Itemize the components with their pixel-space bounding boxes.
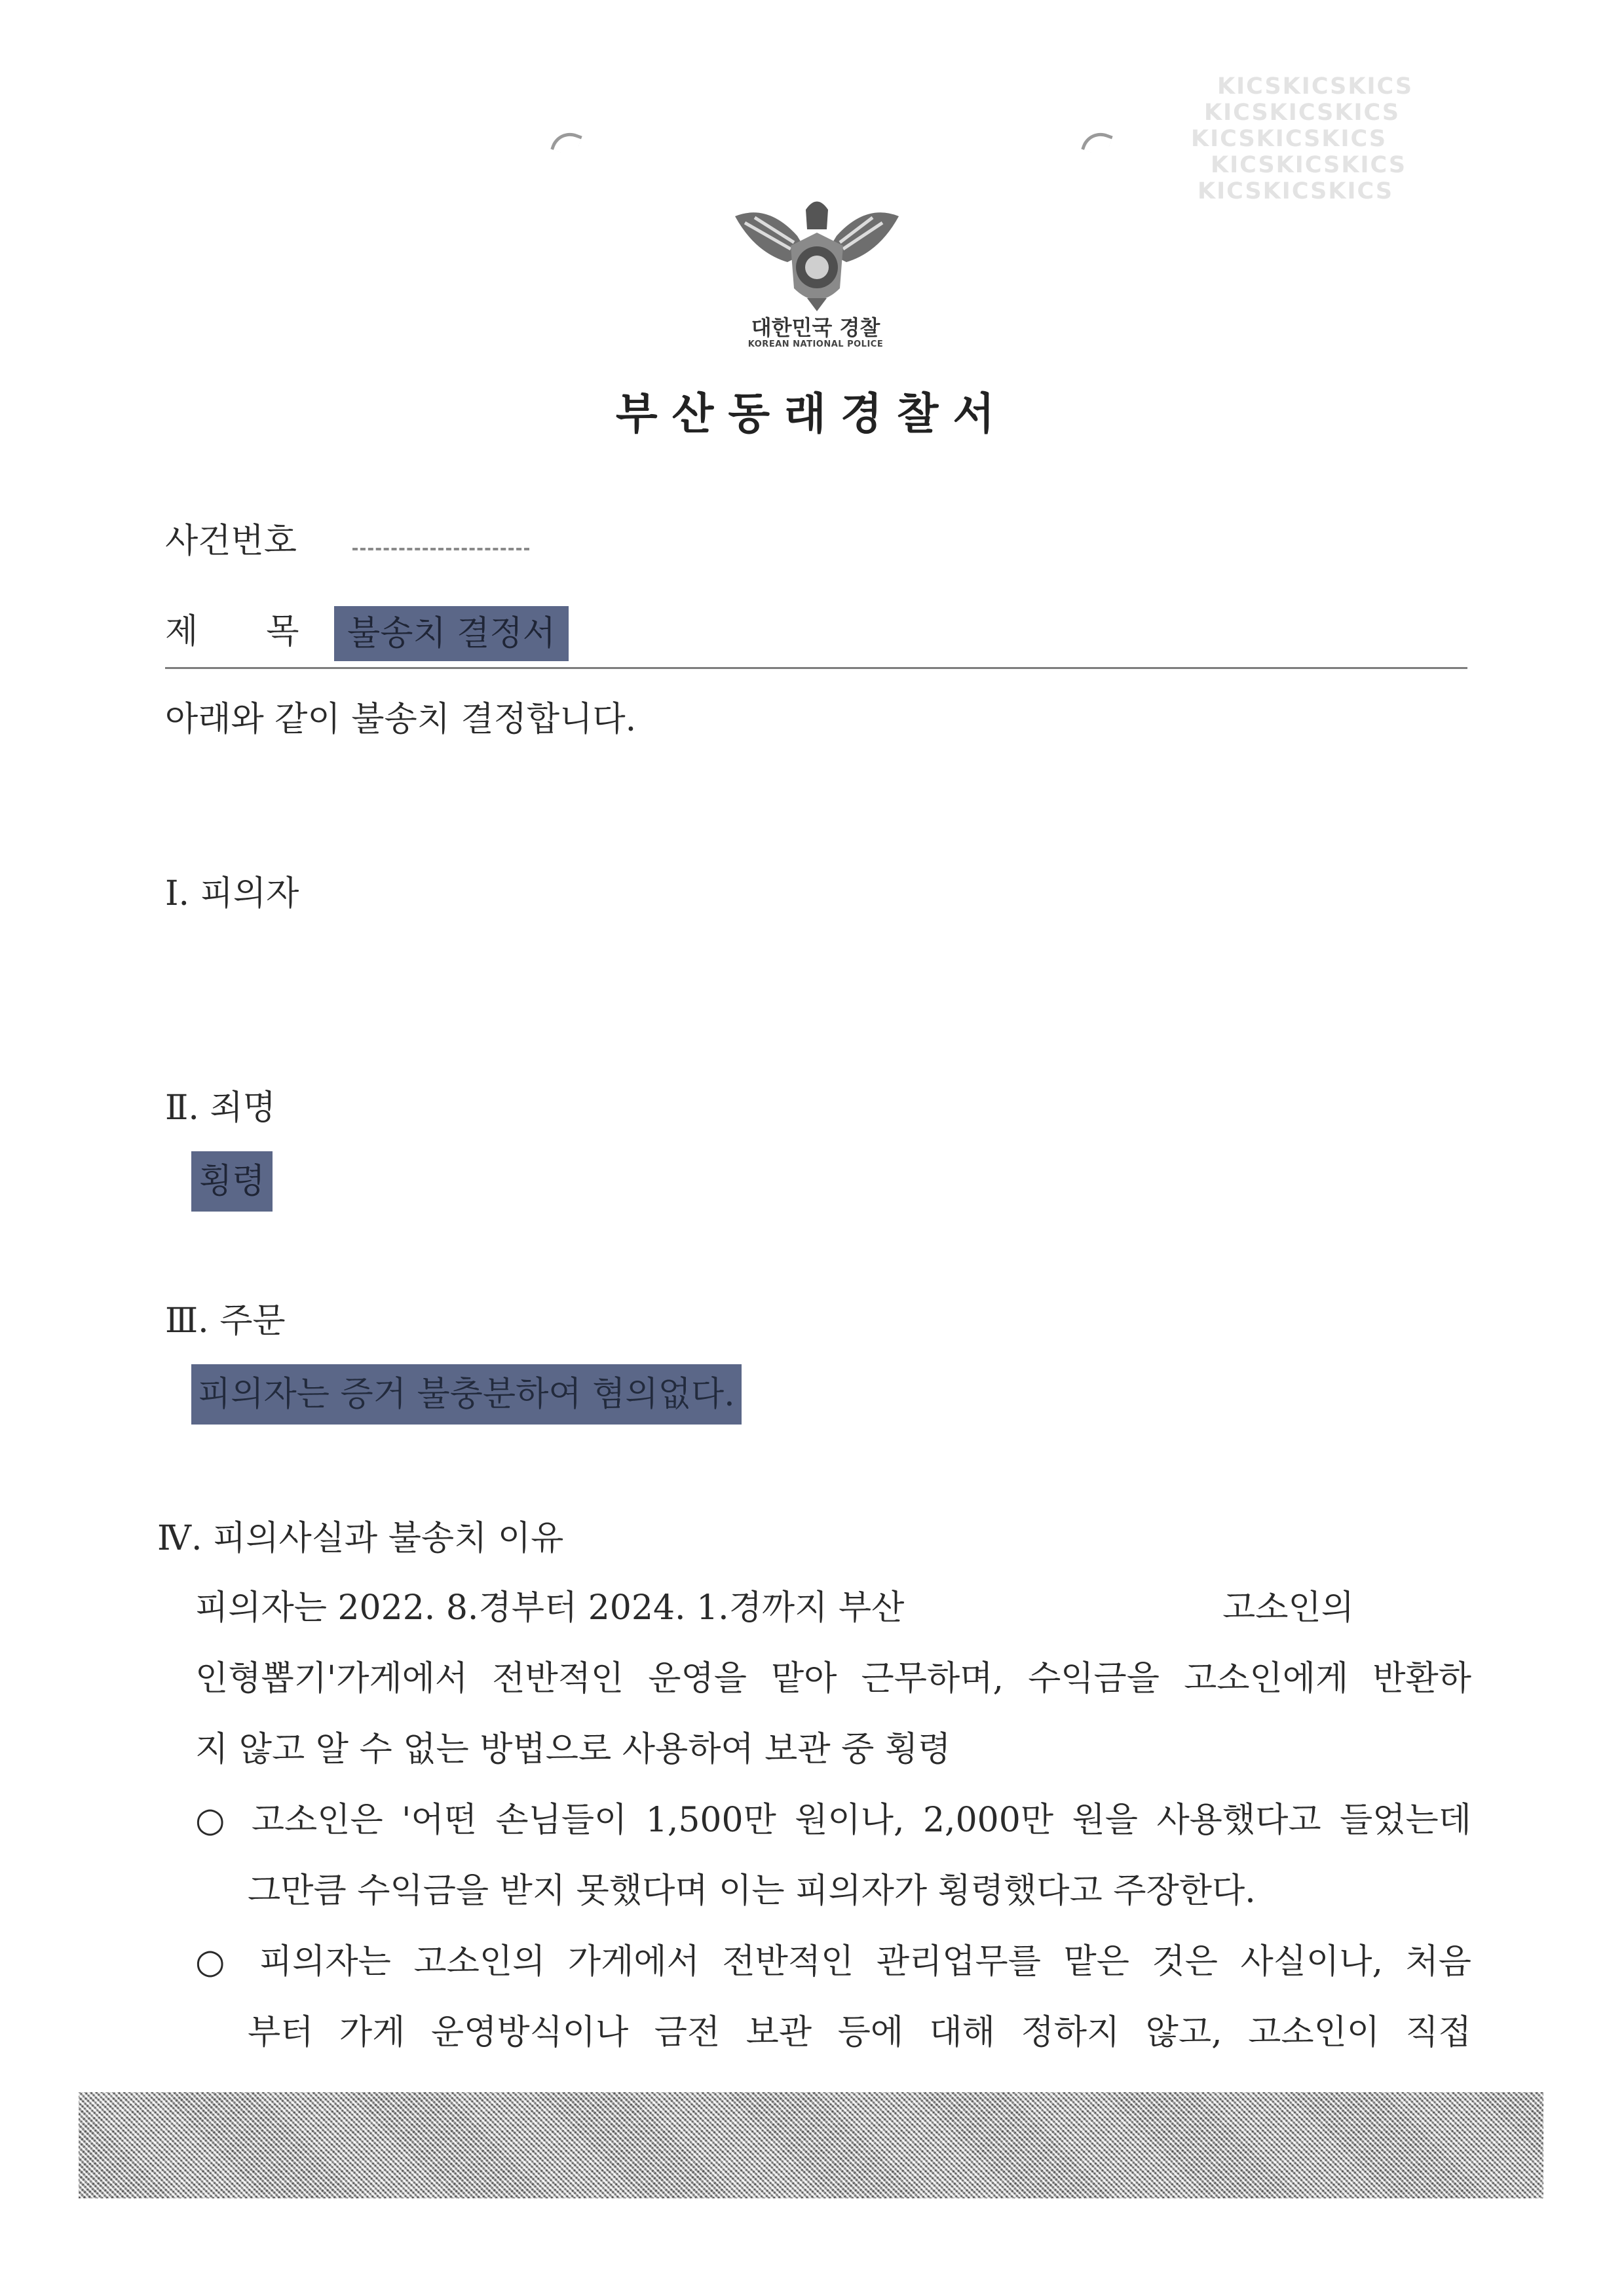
bullet2-line1: ○ 피의자는 고소인의 가게에서 전반적인 관리업무를 맡은 것은 사실이나, 처음 xyxy=(195,1942,1471,1981)
section-3-heading: Ⅲ. 주문 xyxy=(165,1301,286,1341)
section-4-heading: Ⅳ. 피의사실과 불송치 이유 xyxy=(157,1519,564,1558)
para1-line3: 지 않고 알 수 없는 방법으로 사용하여 보관 중 횡령 xyxy=(195,1730,951,1769)
intro-text: 아래와 같이 불송치 결정합니다. xyxy=(165,700,637,739)
kics-watermark: KICSKICSKICS KICSKICSKICS KICSKICSKICS KICSKICSKICS KICSKICSKICS xyxy=(1191,73,1414,204)
org-korean-name: 대한민국 경찰 xyxy=(751,315,880,340)
office-title: 부산동래경찰서 xyxy=(615,388,1010,439)
org-english-name: KOREAN NATIONAL POLICE xyxy=(747,339,884,349)
header-divider xyxy=(165,667,1467,669)
redacted-case-number xyxy=(352,548,529,550)
punch-hole-mark xyxy=(550,127,582,157)
police-eagle-emblem-icon xyxy=(728,190,905,315)
watermark-text: KICSKICSKICS xyxy=(1217,73,1414,100)
punch-hole-mark xyxy=(1081,127,1113,157)
title-label: 제 목 xyxy=(165,612,299,651)
para1-line2: 인형뽑기'가게에서 전반적인 운영을 맡아 근무하며, 수익금을 고소인에게 반환하 xyxy=(195,1659,1471,1698)
charge-value: 횡령 xyxy=(191,1151,273,1212)
para1-line1a: 피의자는 2022. 8.경부터 2024. 1.경까지 부산 xyxy=(195,1588,905,1628)
bottom-noise-band xyxy=(79,2092,1543,2198)
disposition-value: 피의자는 증거 불충분하여 혐의없다. xyxy=(191,1364,742,1425)
case-number-label: 사건번호 xyxy=(165,522,297,561)
bullet1-line1: ○ 고소인은 '어떤 손님들이 1,500만 원이나, 2,000만 원을 사용했다고 들었는데 xyxy=(195,1801,1471,1840)
section-1-heading: Ⅰ. 피의자 xyxy=(165,874,299,913)
para1-line1b: 고소인의 xyxy=(1222,1588,1354,1628)
bullet2-line2: 부터 가게 운영방식이나 금전 보관 등에 대해 정하지 않고, 고소인이 직접 xyxy=(248,2013,1471,2052)
bullet1-line2: 그만큼 수익금을 받지 못했다며 이는 피의자가 횡령했다고 주장한다. xyxy=(248,1871,1256,1911)
section-2-heading: Ⅱ. 죄명 xyxy=(165,1088,276,1128)
title-value: 불송치 결정서 xyxy=(334,606,569,661)
